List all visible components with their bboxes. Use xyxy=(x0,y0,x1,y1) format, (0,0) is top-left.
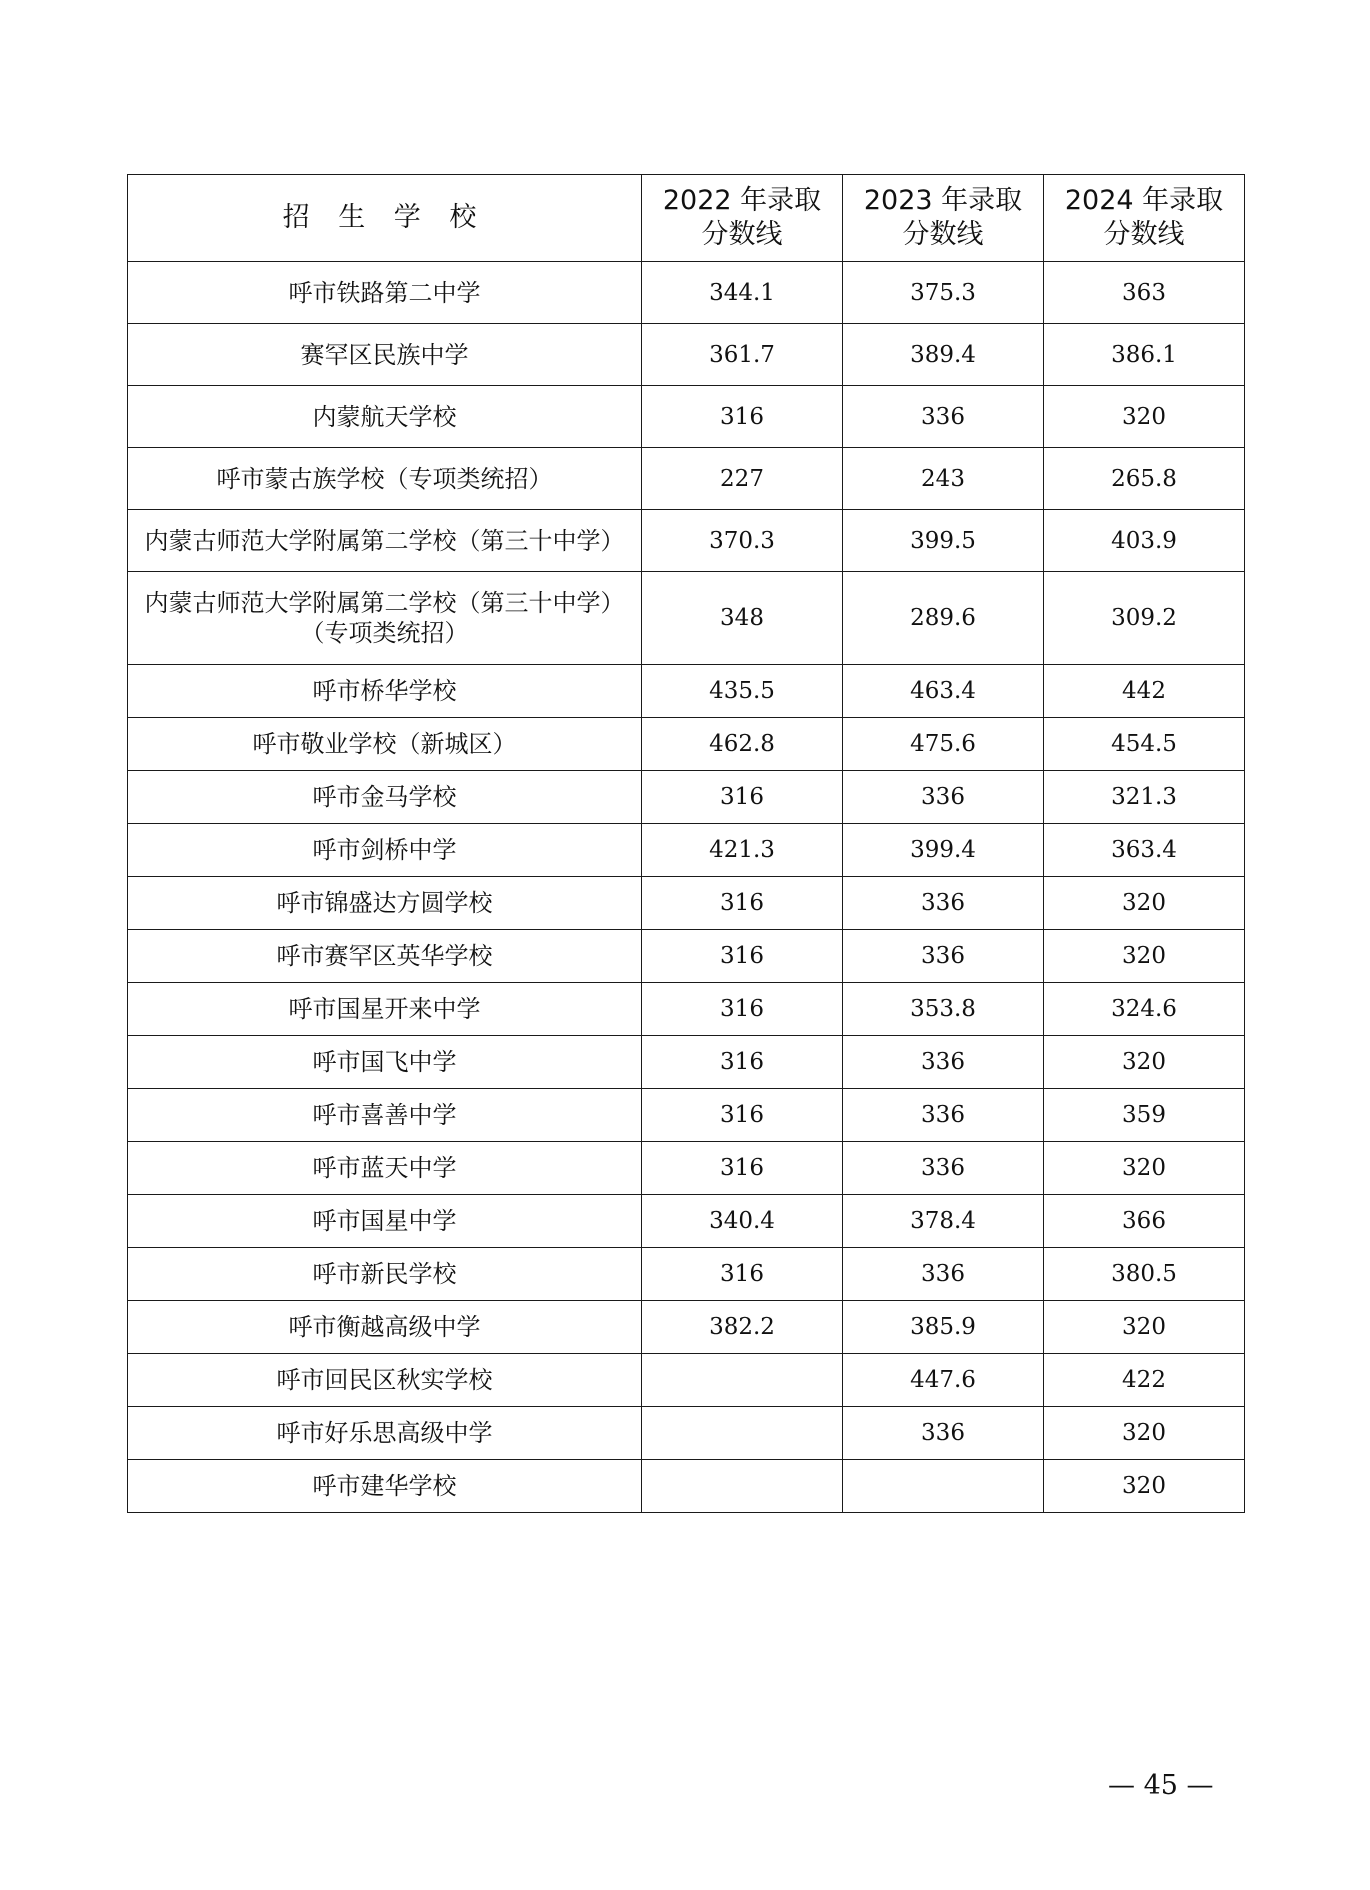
school-name-line: 呼市好乐思高级中学 xyxy=(276,1419,493,1447)
table-row xyxy=(128,718,1245,771)
table-row xyxy=(128,324,1245,386)
score-2024: 320 xyxy=(1044,386,1245,448)
school-name-line: 呼市赛罕区英华学校 xyxy=(276,942,493,970)
school-name xyxy=(128,1089,642,1142)
score-2024: 324.6 xyxy=(1044,983,1245,1036)
school-name xyxy=(128,1301,642,1354)
score-2024: 320 xyxy=(1044,877,1245,930)
table-row xyxy=(128,930,1245,983)
score-2022: 316 xyxy=(642,771,843,824)
score-2023: 336 xyxy=(843,1089,1044,1142)
school-name xyxy=(128,1036,642,1089)
score-2022: 462.8 xyxy=(642,718,843,771)
score-2024: 363.4 xyxy=(1044,824,1245,877)
school-name xyxy=(128,1407,642,1460)
header-2022-line1: 2022 年录取 xyxy=(662,185,822,216)
score-2024: 359 xyxy=(1044,1089,1245,1142)
table-row xyxy=(128,1036,1245,1089)
table-row xyxy=(128,386,1245,448)
score-2024: 321.3 xyxy=(1044,771,1245,824)
score-2024: 442 xyxy=(1044,665,1245,718)
school-name xyxy=(128,665,642,718)
score-2022: 316 xyxy=(642,1036,843,1089)
score-2022 xyxy=(642,1407,843,1460)
score-2023: 243 xyxy=(843,448,1044,510)
score-2022: 382.2 xyxy=(642,1301,843,1354)
score-2022: 316 xyxy=(642,1248,843,1301)
score-2022: 421.3 xyxy=(642,824,843,877)
table-row xyxy=(128,262,1245,324)
score-2024: 320 xyxy=(1044,1407,1245,1460)
score-2023: 336 xyxy=(843,930,1044,983)
school-name-line: 内蒙古师范大学附属第二学校（第三十中学） xyxy=(144,589,625,617)
score-2024: 320 xyxy=(1044,1301,1245,1354)
score-2022: 227 xyxy=(642,448,843,510)
score-2022: 316 xyxy=(642,877,843,930)
school-name xyxy=(128,824,642,877)
table-row xyxy=(128,983,1245,1036)
score-2022: 361.7 xyxy=(642,324,843,386)
school-name-line: 呼市建华学校 xyxy=(312,1472,457,1500)
table-row xyxy=(128,1195,1245,1248)
score-2023: 475.6 xyxy=(843,718,1044,771)
score-2023: 463.4 xyxy=(843,665,1044,718)
school-name-line: 呼市新民学校 xyxy=(312,1260,457,1288)
school-name xyxy=(128,1248,642,1301)
score-2024: 265.8 xyxy=(1044,448,1245,510)
school-name xyxy=(128,983,642,1036)
school-name xyxy=(128,510,642,572)
school-name-line: 呼市蒙古族学校（专项类统招） xyxy=(216,464,553,493)
school-name xyxy=(128,448,642,510)
header-2023-line1: 2023 年录取 xyxy=(863,185,1023,216)
score-2023: 336 xyxy=(843,1248,1044,1301)
score-2022: 435.5 xyxy=(642,665,843,718)
school-name xyxy=(128,386,642,448)
score-2023: 336 xyxy=(843,1407,1044,1460)
score-2023: 399.5 xyxy=(843,510,1044,572)
table-row xyxy=(128,824,1245,877)
school-name-line: （专项类统招） xyxy=(300,619,469,647)
score-2024: 320 xyxy=(1044,1142,1245,1195)
score-2024: 309.2 xyxy=(1044,572,1245,665)
school-name xyxy=(128,930,642,983)
school-name-line: 呼市金马学校 xyxy=(312,783,457,811)
score-2023: 375.3 xyxy=(843,262,1044,324)
score-2023: 385.9 xyxy=(843,1301,1044,1354)
score-2024: 386.1 xyxy=(1044,324,1245,386)
school-name xyxy=(128,877,642,930)
score-2024: 403.9 xyxy=(1044,510,1245,572)
school-name-line: 呼市敬业学校（新城区） xyxy=(252,730,517,758)
score-2024: 320 xyxy=(1044,1460,1245,1513)
score-2024: 363 xyxy=(1044,262,1245,324)
school-name-line: 呼市回民区秋实学校 xyxy=(276,1366,493,1394)
table-row xyxy=(128,665,1245,718)
score-2022: 370.3 xyxy=(642,510,843,572)
score-2023: 378.4 xyxy=(843,1195,1044,1248)
score-2024: 422 xyxy=(1044,1354,1245,1407)
school-name xyxy=(128,572,642,665)
score-2023: 336 xyxy=(843,877,1044,930)
school-name-line: 呼市国星开来中学 xyxy=(288,995,481,1023)
school-name-line: 呼市国飞中学 xyxy=(312,1048,457,1076)
score-2024: 320 xyxy=(1044,930,1245,983)
score-2023: 399.4 xyxy=(843,824,1044,877)
header-2024 xyxy=(1044,175,1245,262)
table-row xyxy=(128,510,1245,572)
school-name xyxy=(128,1354,642,1407)
school-name xyxy=(128,771,642,824)
score-2022 xyxy=(642,1354,843,1407)
school-name-line: 呼市衡越高级中学 xyxy=(288,1313,481,1341)
table-row xyxy=(128,1248,1245,1301)
header-school: 招 生 学 校 xyxy=(128,175,642,262)
score-2023: 289.6 xyxy=(843,572,1044,665)
school-name-line: 呼市锦盛达方圆学校 xyxy=(276,889,493,917)
score-2022: 316 xyxy=(642,983,843,1036)
score-2023: 353.8 xyxy=(843,983,1044,1036)
school-name-line: 呼市蓝天中学 xyxy=(312,1154,457,1182)
header-2022 xyxy=(642,175,843,262)
header-2024-line1: 2024 年录取 xyxy=(1064,185,1224,216)
score-2023: 336 xyxy=(843,386,1044,448)
score-2023 xyxy=(843,1460,1044,1513)
school-name xyxy=(128,324,642,386)
score-2024: 366 xyxy=(1044,1195,1245,1248)
header-2023-line2: 分数线 xyxy=(902,219,984,250)
score-2022: 316 xyxy=(642,1142,843,1195)
table-row xyxy=(128,1301,1245,1354)
school-name xyxy=(128,1460,642,1513)
score-2022: 348 xyxy=(642,572,843,665)
score-2022: 340.4 xyxy=(642,1195,843,1248)
table-row xyxy=(128,1354,1245,1407)
school-name-line: 呼市国星中学 xyxy=(312,1207,457,1235)
page-number: — 45 — xyxy=(1108,1770,1214,1801)
school-name xyxy=(128,1142,642,1195)
score-2022: 344.1 xyxy=(642,262,843,324)
school-name-line: 赛罕区民族中学 xyxy=(300,340,469,369)
header-2022-line2: 分数线 xyxy=(701,219,783,250)
score-2022: 316 xyxy=(642,930,843,983)
header-row xyxy=(128,175,1245,262)
score-2024: 454.5 xyxy=(1044,718,1245,771)
score-2022: 316 xyxy=(642,386,843,448)
table-row xyxy=(128,771,1245,824)
table-row xyxy=(128,448,1245,510)
school-name-line: 内蒙古师范大学附属第二学校（第三十中学） xyxy=(144,526,625,555)
table-row xyxy=(128,877,1245,930)
header-2023 xyxy=(843,175,1044,262)
score-2024: 320 xyxy=(1044,1036,1245,1089)
school-name-line: 内蒙航天学校 xyxy=(312,402,457,431)
table-row xyxy=(128,1142,1245,1195)
admission-score-table xyxy=(127,174,1245,1513)
score-2023: 389.4 xyxy=(843,324,1044,386)
school-name-line: 呼市铁路第二中学 xyxy=(288,278,481,307)
school-name xyxy=(128,718,642,771)
school-name xyxy=(128,262,642,324)
score-2022 xyxy=(642,1460,843,1513)
header-2024-line2: 分数线 xyxy=(1103,219,1185,250)
school-name-line: 呼市桥华学校 xyxy=(312,677,457,705)
score-2023: 336 xyxy=(843,771,1044,824)
school-name-line: 呼市剑桥中学 xyxy=(312,836,457,864)
table-row xyxy=(128,1089,1245,1142)
score-2024: 380.5 xyxy=(1044,1248,1245,1301)
score-2023: 336 xyxy=(843,1142,1044,1195)
score-2023: 447.6 xyxy=(843,1354,1044,1407)
score-2022: 316 xyxy=(642,1089,843,1142)
score-2023: 336 xyxy=(843,1036,1044,1089)
table-row xyxy=(128,1460,1245,1513)
table-row xyxy=(128,1407,1245,1460)
school-name xyxy=(128,1195,642,1248)
table-row xyxy=(128,572,1245,665)
school-name-line: 呼市喜善中学 xyxy=(312,1101,457,1129)
